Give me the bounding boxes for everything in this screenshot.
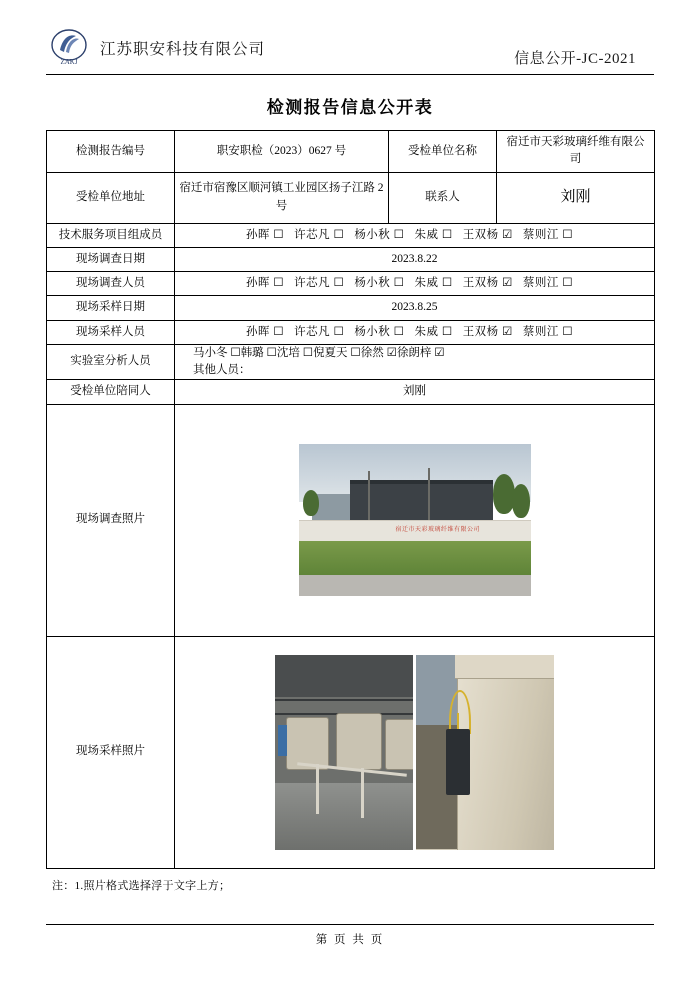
survey-staff-label: 现场调查人员 — [47, 272, 175, 296]
person-checkbox-徐然[interactable]: 徐然 ☑ — [360, 346, 397, 359]
person-checkbox-徐朗梓[interactable]: 徐朗梓 ☑ — [396, 346, 445, 359]
sampling-date-label: 现场采样日期 — [47, 296, 175, 320]
person-checkbox-孙晖[interactable]: 孙晖 ☐ — [245, 325, 285, 338]
page-number: 第 页 共 页 — [315, 934, 385, 946]
sampling-date-value: 2023.8.25 — [175, 296, 655, 320]
person-checkbox-王双杨[interactable]: 王双杨 ☑ — [462, 277, 513, 289]
person-checkbox-孙晖[interactable]: 孙晖 ☐ — [245, 228, 285, 241]
page-title: 检测报告信息公开表 — [266, 98, 434, 117]
person-checkbox-王双杨[interactable]: 王双杨 ☑ — [462, 325, 513, 338]
person-checkbox-朱威[interactable]: 朱威 ☐ — [414, 277, 453, 289]
sampling-staff-label: 现场采样人员 — [47, 320, 175, 344]
table-row — [47, 320, 655, 344]
table-note: 注：1.照片格式选择浮于文字上方； — [52, 879, 231, 892]
header-left-group — [46, 28, 265, 68]
person-checkbox-马小冬[interactable]: 马小冬 ☐ — [193, 346, 241, 359]
sampling-photo-cell — [175, 636, 655, 868]
header-divider — [46, 74, 654, 75]
survey-date-value: 2023.8.22 — [175, 247, 655, 271]
document-footer — [46, 924, 654, 947]
contact-label: 联系人 — [389, 172, 497, 223]
company-logo-icon — [46, 28, 92, 68]
person-checkbox-杨小秋[interactable]: 杨小秋 ☐ — [354, 228, 405, 241]
survey-site-photo — [299, 444, 531, 596]
table-row — [47, 380, 655, 404]
person-checkbox-许芯凡[interactable]: 许芯凡 ☐ — [294, 228, 345, 241]
client-name-value: 宿迁市天彩玻璃纤维有限公司 — [497, 131, 655, 173]
sampling-photo-label: 现场采样照片 — [47, 636, 175, 868]
sampling-site-photo-right — [416, 655, 554, 850]
team-members-list — [175, 223, 655, 247]
person-checkbox-朱威[interactable]: 朱威 ☐ — [414, 325, 453, 338]
client-name-label: 受检单位名称 — [389, 131, 497, 173]
client-addr-value: 宿迁市宿豫区顺河镇工业园区扬子江路 2 号 — [175, 172, 389, 223]
table-row — [47, 296, 655, 320]
report-no-value: 职安职检（2023）0627 号 — [175, 131, 389, 173]
person-checkbox-蔡则江[interactable]: 蔡则江 ☐ — [522, 277, 574, 289]
table-row — [47, 344, 655, 380]
table-row — [47, 404, 655, 636]
lab-staff-label: 实验室分析人员 — [47, 344, 175, 380]
sampling-staff-list — [175, 320, 655, 344]
person-checkbox-倪夏天[interactable]: 倪夏天 ☐ — [313, 346, 361, 359]
person-checkbox-许芯凡[interactable]: 许芯凡 ☐ — [294, 325, 345, 338]
person-checkbox-蔡则江[interactable]: 蔡则江 ☐ — [522, 228, 574, 241]
person-checkbox-杨小秋[interactable]: 杨小秋 ☐ — [354, 325, 405, 338]
document-code: 信息公开-JC-2021 — [514, 51, 636, 67]
company-name: 江苏职安科技有限公司 — [100, 41, 266, 58]
contact-value: 刘刚 — [497, 172, 655, 223]
team-label: 技术服务项目组成员 — [47, 223, 175, 247]
table-row — [47, 131, 655, 173]
document-header — [46, 28, 654, 72]
table-row — [47, 247, 655, 271]
escort-label: 受检单位陪同人 — [47, 380, 175, 404]
report-no-label: 检测报告编号 — [47, 131, 175, 173]
person-checkbox-沈培[interactable]: 沈培 ☐ — [276, 346, 314, 359]
person-checkbox-杨小秋[interactable]: 杨小秋 ☐ — [354, 277, 405, 289]
svg-text:ZAKJ: ZAKJ — [60, 58, 78, 66]
table-row — [47, 223, 655, 247]
survey-staff-list — [175, 272, 655, 296]
footer-divider — [46, 924, 654, 925]
person-checkbox-孙晖[interactable]: 孙晖 ☐ — [245, 277, 285, 289]
survey-photo-cell — [175, 404, 655, 636]
escort-value: 刘刚 — [175, 380, 655, 404]
sampling-site-photo-left — [275, 655, 413, 850]
photo-wall-text: 宿迁市天彩玻璃纤维有限公司 — [395, 527, 480, 534]
sampling-device — [446, 729, 469, 795]
lab-staff-list — [175, 345, 654, 362]
table-row — [47, 636, 655, 868]
lab-staff-cell — [175, 344, 655, 380]
client-addr-label: 受检单位地址 — [47, 172, 175, 223]
info-table — [46, 130, 655, 869]
survey-date-label: 现场调查日期 — [47, 247, 175, 271]
person-checkbox-朱威[interactable]: 朱威 ☐ — [414, 228, 453, 241]
table-row — [47, 172, 655, 223]
lab-other-label: 其他人员： — [193, 364, 251, 376]
person-checkbox-王双杨[interactable]: 王双杨 ☑ — [462, 228, 513, 241]
person-checkbox-蔡则江[interactable]: 蔡则江 ☐ — [522, 325, 574, 338]
person-checkbox-许芯凡[interactable]: 许芯凡 ☐ — [294, 277, 345, 289]
person-checkbox-韩璐[interactable]: 韩璐 ☐ — [240, 346, 277, 359]
survey-photo-label: 现场调查照片 — [47, 404, 175, 636]
table-row — [47, 272, 655, 296]
